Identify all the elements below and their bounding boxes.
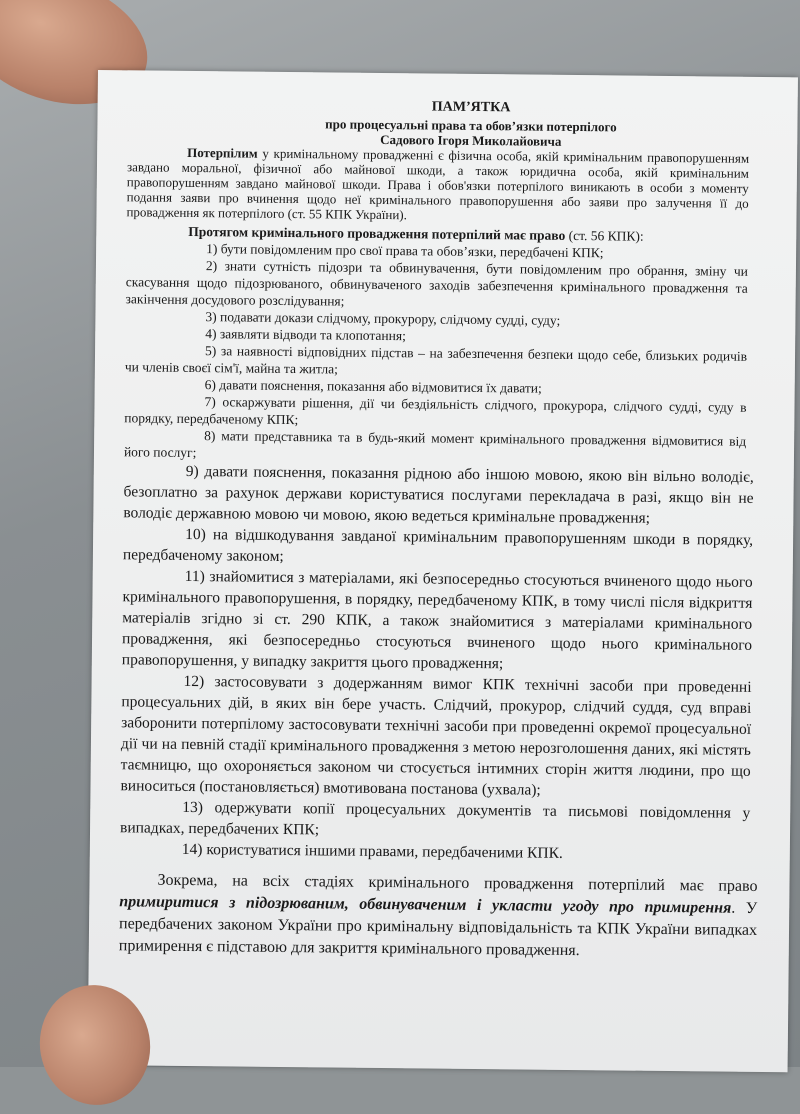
victim-name: Садового Ігоря Миколайовича <box>380 131 562 149</box>
rights-item: 11) знайомитися з матеріалами, які безпосередньо стосуються вчиненого щодо нього кримінального правопорушення, в порядку, передбаченому КПК, в тому числі після відкриття матеріалів згідно зі ст. 290 КПК, а також знайомитися з матеріалами кримінального провадження, які безпосередньо стосуються вчиненого щодо нього кримінального правопорушення, у випадку закриття цього провадження; <box>121 567 753 673</box>
rights-item: 13) одержувати копії процесуальних документів та письмові повідомлення у випадках, передбачених КПК; <box>119 798 751 839</box>
rights-item: 4) заявляти відводи та клопотання; <box>205 326 406 344</box>
rights-item: 3) подавати докази слідчому, прокурору, слідчому судді, суду; <box>205 309 561 328</box>
definition-paragraph <box>106 144 779 226</box>
rights-item: 2) знати сутність підозри та обвинувачення, бути повідомленим про обрання, зміну чи скасування щодо підозрюваного, обвинуваченого заходів забезпечення кримінального провадження та закінчення досудового розслідування; <box>125 258 749 309</box>
rights-list <box>100 239 778 866</box>
closing-post: . У передбачених законом України про кримінальну відповідальність та КПК України випадках примирення є підставою для закриття кримінального провадження. <box>118 899 758 960</box>
rights-item: 7) оскаржувати рішення, дії чи бездіяльність слідчого, прокурора, слідчого судді, суду в порядку, передбаченому КПК; <box>124 394 747 428</box>
document-content <box>99 96 780 964</box>
closing-emphasis: примиритися з підозрюваним, обвинуваченим і укласти угоду про примирення <box>119 893 732 917</box>
closing-paragraph <box>99 869 772 964</box>
paper-sheet <box>88 70 798 1072</box>
rights-item: 1) бути повідомленим про свої права та обов’язки, передбачені КПК; <box>206 241 604 261</box>
document-title: ПАМ’ЯТКА <box>431 99 511 116</box>
definition-text: у кримінальному провадженні є фізична особа, якій кримінальним правопорушенням завдано моральної, фізичної або майнової шкоди, а також юридична особа, якій кримінальним правопорушенням завдано майнової шкоди. Права і обов'язки потерпілого виникають в особи з моменту подання заяви про вчинення щодо неї кримінального правопорушення або заяви про залучення її до провадження як потерпілого (ст. 55 КПК України). <box>126 145 750 223</box>
rights-heading-ref: (ст. 56 КПК): <box>565 227 644 244</box>
rights-item: 8) мати представника та в будь-який момент кримінального провадження відмовитися від його послуг; <box>123 428 747 461</box>
rights-item: 6) давати пояснення, показання або відмовитися їх давати; <box>204 377 542 396</box>
rights-item: 14) користуватися іншими правами, передбаченими КПК. <box>181 840 563 862</box>
rights-item: 10) на відшкодування завданої кримінальним правопорушенням шкоди в порядку, передбаченому законом; <box>122 525 754 565</box>
document-subtitle: про процесуальні права та обов’язки потерпілого <box>325 116 617 135</box>
rights-item: 5) за наявності відповідних підстав – на забезпечення безпеки щодо себе, близьких родичів чи членів своєї сім'ї, майна та житла; <box>124 343 748 377</box>
definition-lead: Потерпілим <box>187 144 258 161</box>
rights-item: 9) давати пояснення, показання рідною або іншою мовою, якою він вільно володіє, безоплатно за рахунок держави користуватися послугами перекладача в разі, якщо він не володіє державною мовою чи мовою, якою ведеться кримінальне провадження; <box>123 462 754 527</box>
rights-item: 12) застосовувати з додержанням вимог КПК технічні засоби при проведенні процесуальних дій, в яких він бере участь. Слідчий, прокурор, слідчий суддя, суд вправі заборонити потерпілому застосовувати технічні засоби при проведенні окремої процесуальної дії чи на певній стадії кримінального провадження з метою нерозголошення даних, які містять таємницю, що охороняється законом чи стосується інтимних сторін життя людини, про що виноситься (постановляється) вмотивована постанова (ухвала); <box>120 672 752 799</box>
closing-pre: Зокрема, на всіх стадіях кримінального провадження потерпілий має право <box>157 871 758 895</box>
rights-heading-text: Протягом кримінального провадження потерпілий має право <box>188 223 566 243</box>
